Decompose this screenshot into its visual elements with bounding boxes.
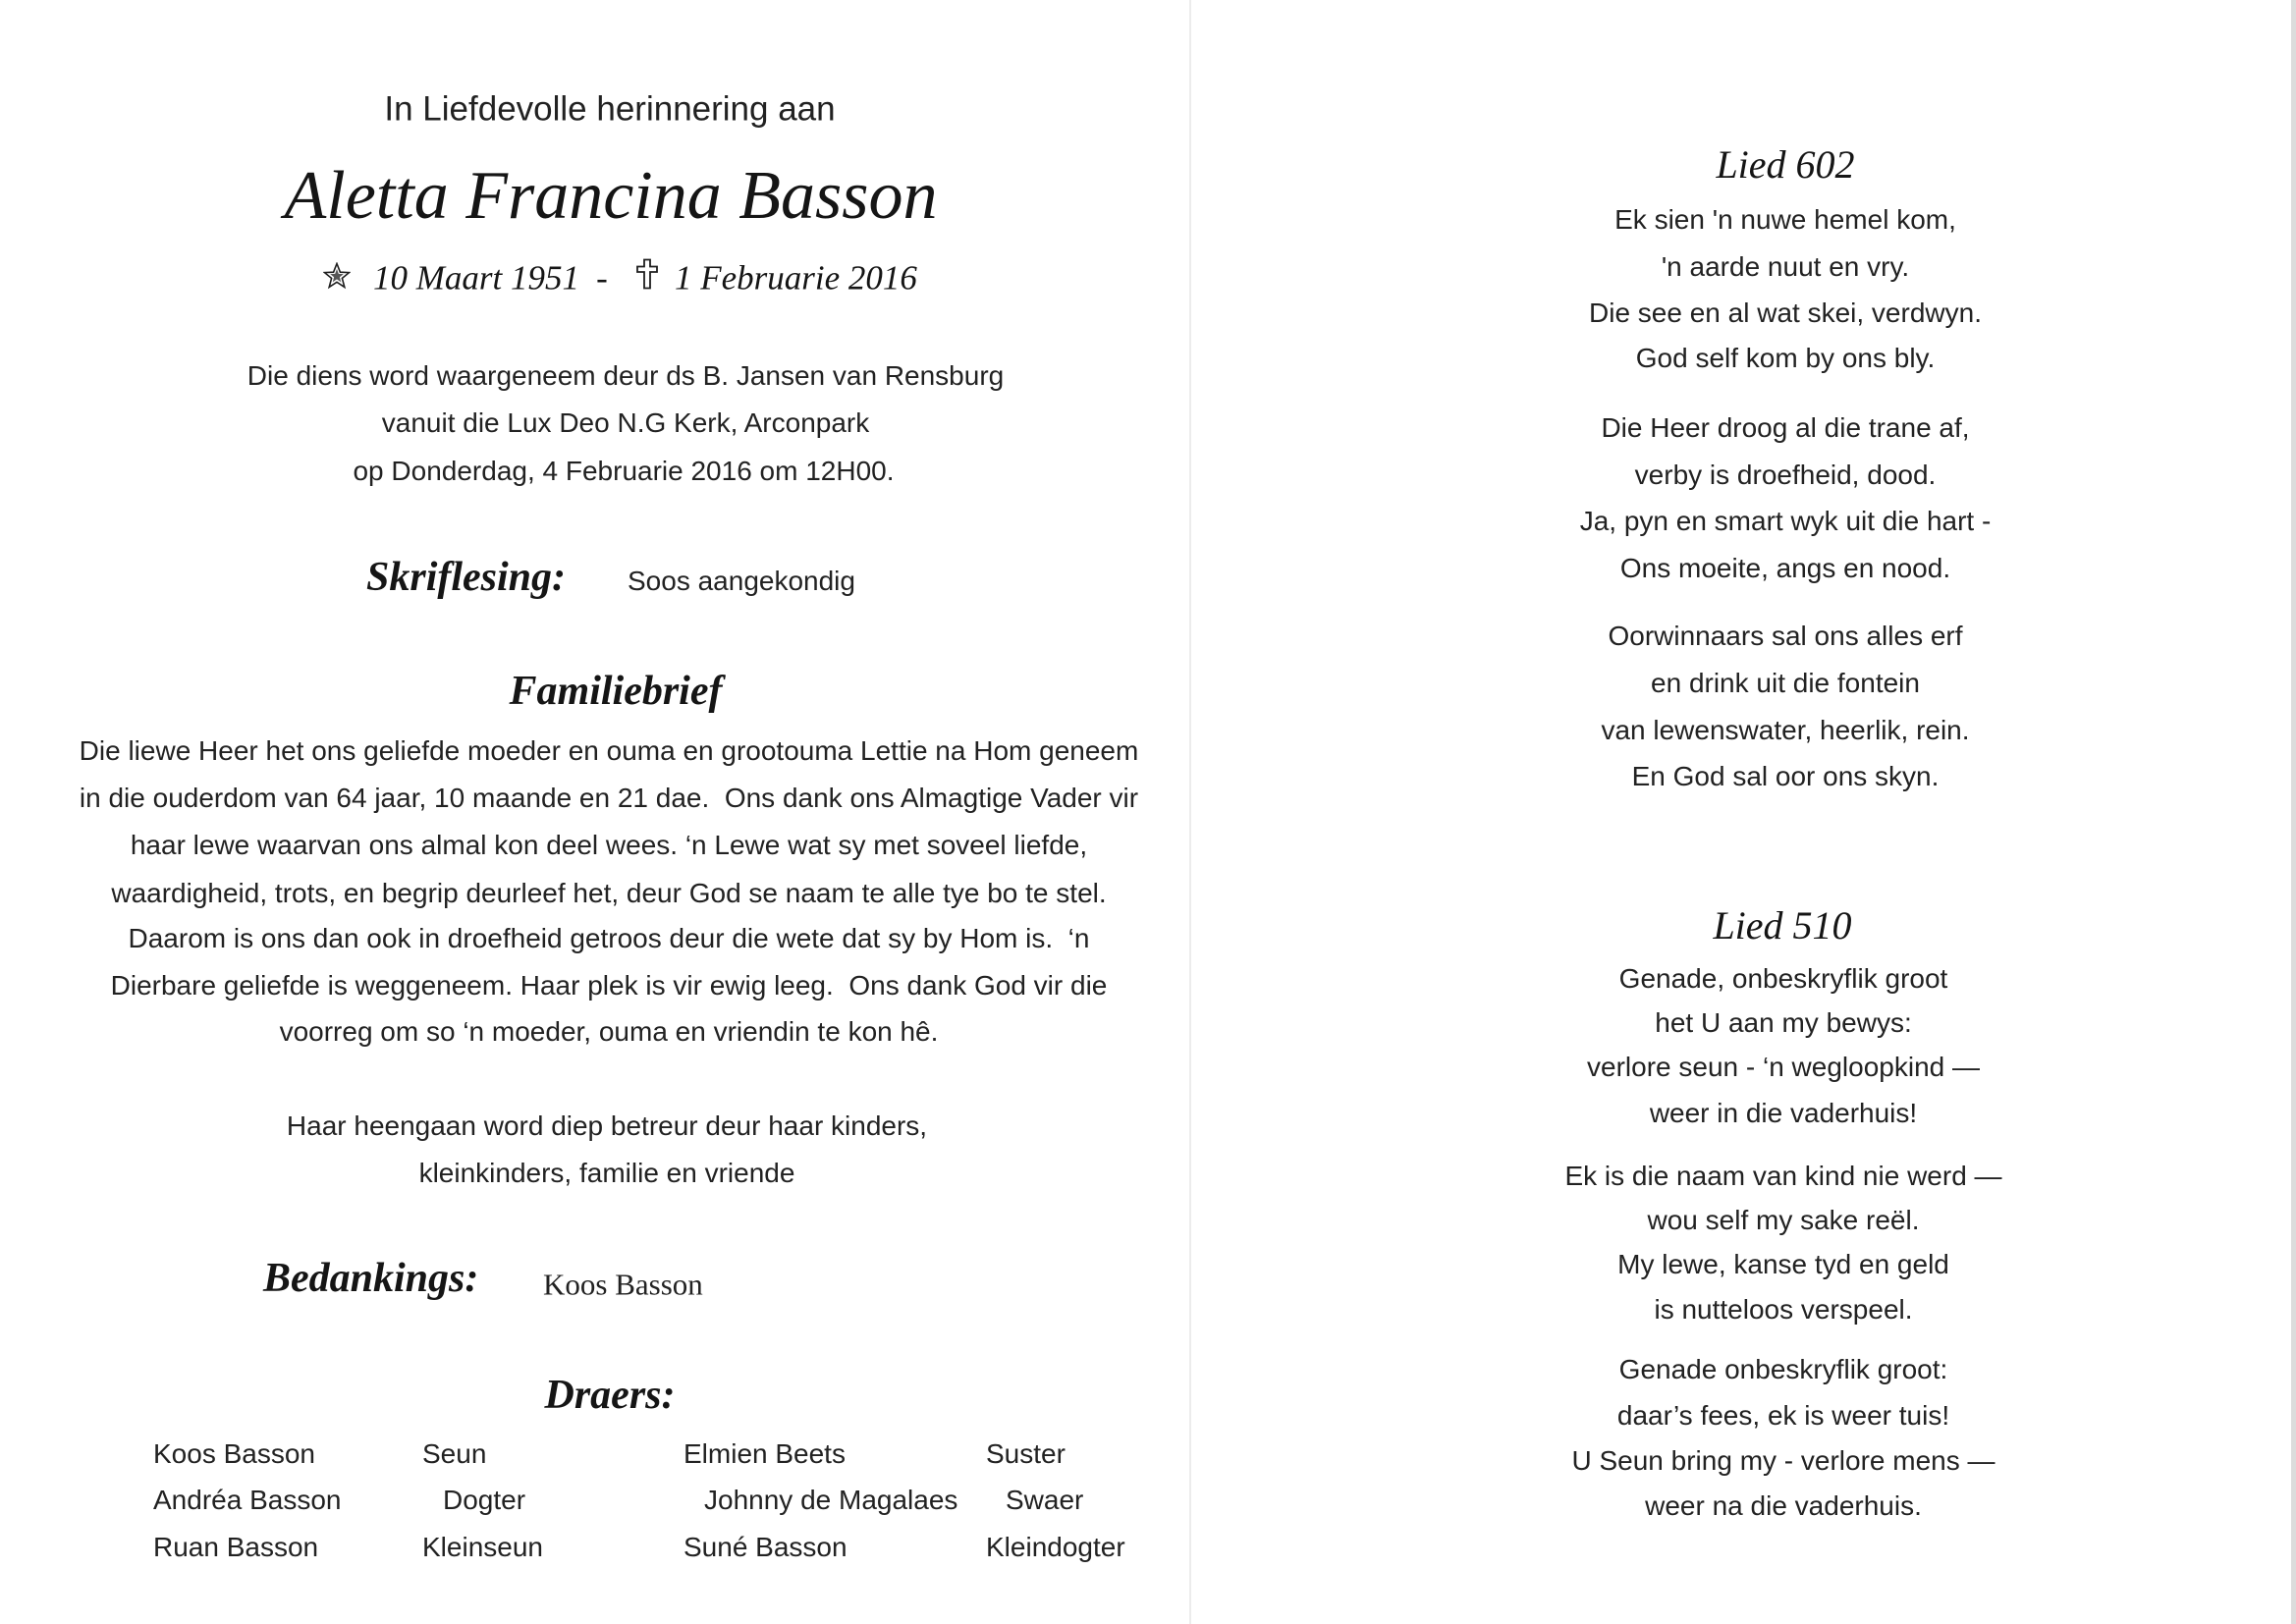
pallbearer-relation: Seun: [422, 1438, 487, 1469]
scan-edge: [2291, 0, 2296, 1624]
hymn-line: God self kom by ons bly.: [1635, 343, 1936, 373]
thanks-label: Bedankings:: [263, 1256, 479, 1301]
hymn-line: wou self my sake reël.: [1647, 1205, 1920, 1235]
service-line: vanuit die Lux Deo N.G Kerk, Arconpark: [381, 407, 870, 438]
family-letter-line: in die ouderdom van 64 jaar, 10 maande en 21 dae. Ons dank ons Almagtige Vader vir: [79, 783, 1139, 813]
pallbearer-relation: Dogter: [443, 1485, 526, 1515]
hymn-line: en drink uit die fontein: [1651, 668, 1920, 698]
hymn-line: Die Heer droog al die trane af,: [1601, 412, 1970, 443]
pallbearer-relation: Kleinseun: [422, 1532, 543, 1562]
hymn-title: Lied 510: [1713, 903, 1852, 947]
pallbearer-name: Elmien Beets: [683, 1438, 846, 1469]
family-letter-line: Die liewe Heer het ons geliefde moeder en ouma en grootouma Lettie na Hom geneem: [79, 735, 1139, 766]
pallbearer-name: Johnny de Magalaes: [704, 1485, 958, 1515]
hymn-line: Ja, pyn en smart wyk uit die hart -: [1579, 506, 1992, 536]
pallbearer-name: Koos Basson: [153, 1438, 315, 1469]
pallbearer-name: Suné Basson: [683, 1532, 847, 1562]
cross-icon: [635, 258, 659, 290]
family-letter-line: voorreg om so ‘n moeder, ouma en vriendin te kon hê.: [279, 1016, 939, 1047]
hymn-line: 'n aarde nuut en vry.: [1661, 251, 1910, 282]
hymn-line: Die see en al wat skei, verdwyn.: [1589, 298, 1982, 328]
hymn-title: Lied 602: [1716, 142, 1855, 187]
scripture-label: Skriflesing:: [366, 555, 567, 600]
hymn-line: daar’s fees, ek is weer tuis!: [1616, 1400, 1950, 1431]
death-date: 1 Februarie 2016: [675, 258, 917, 298]
hymn-line: Ek is die naam van kind nie werd —: [1564, 1161, 2002, 1191]
hymn-line: Genade, onbeskryflik groot: [1618, 963, 1948, 994]
hymn-line: My lewe, kanse tyd en geld: [1617, 1249, 1949, 1279]
hymn-line: verlore seun - ‘n wegloopkind —: [1587, 1052, 1980, 1082]
memorial-heading: In Liefdevolle herinnering aan: [384, 89, 836, 129]
hymn-line: weer in die vaderhuis!: [1649, 1098, 1918, 1128]
pallbearer-relation: Swaer: [1006, 1485, 1084, 1515]
pallbearers-title: Draers:: [544, 1373, 676, 1418]
mourning-line: kleinkinders, familie en vriende: [418, 1158, 795, 1188]
hymn-line: van lewenswater, heerlik, rein.: [1601, 715, 1970, 745]
hymn-line: het U aan my bewys:: [1655, 1007, 1912, 1038]
right-page: [1190, 0, 2296, 1624]
hymn-line: Oorwinnaars sal ons alles erf: [1608, 621, 1963, 651]
mourning-line: Haar heengaan word diep betreur deur haar kinders,: [286, 1110, 928, 1141]
pallbearer-relation: Kleindogter: [986, 1532, 1125, 1562]
family-letter-line: Daarom is ons dan ook in droefheid getroos deur die wete dat sy by Hom is. ‘n: [128, 923, 1090, 953]
scripture-value: Soos aangekondig: [628, 566, 855, 596]
star-icon: [323, 262, 351, 290]
thanks-value: Koos Basson: [543, 1267, 703, 1302]
date-separator: -: [596, 258, 608, 298]
pallbearer-relation: Suster: [986, 1438, 1066, 1469]
hymn-line: Ek sien 'n nuwe hemel kom,: [1614, 204, 1956, 235]
birth-date: 10 Maart 1951: [373, 258, 579, 298]
hymn-line: verby is droefheid, dood.: [1634, 460, 1937, 490]
service-line: Die diens word waargeneem deur ds B. Jansen van Rensburg: [246, 360, 1005, 391]
family-letter-line: waardigheid, trots, en begrip deurleef het, deur God se naam te alle tye bo te stel.: [111, 878, 1107, 908]
family-letter-title: Familiebrief: [509, 669, 723, 714]
hymn-line: En God sal oor ons skyn.: [1631, 761, 1940, 791]
deceased-name: Aletta Francina Basson: [284, 158, 938, 234]
hymn-line: U Seun bring my - verlore mens —: [1571, 1445, 1995, 1476]
family-letter-line: haar lewe waarvan ons almal kon deel wees. ‘n Lewe wat sy met soveel liefde,: [130, 830, 1088, 860]
service-line: op Donderdag, 4 Februarie 2016 om 12H00.: [353, 456, 895, 486]
hymn-line: weer na die vaderhuis.: [1645, 1490, 1922, 1521]
pallbearer-name: Ruan Basson: [153, 1532, 319, 1562]
hymn-line: is nutteloos verspeel.: [1654, 1294, 1913, 1325]
hymn-line: Genade onbeskryflik groot:: [1618, 1354, 1948, 1384]
hymn-line: Ons moeite, angs en nood.: [1619, 553, 1951, 583]
family-letter-line: Dierbare geliefde is weggeneem. Haar plek is vir ewig leeg. Ons dank God vir die: [110, 970, 1108, 1001]
pallbearer-name: Andréa Basson: [153, 1485, 342, 1515]
